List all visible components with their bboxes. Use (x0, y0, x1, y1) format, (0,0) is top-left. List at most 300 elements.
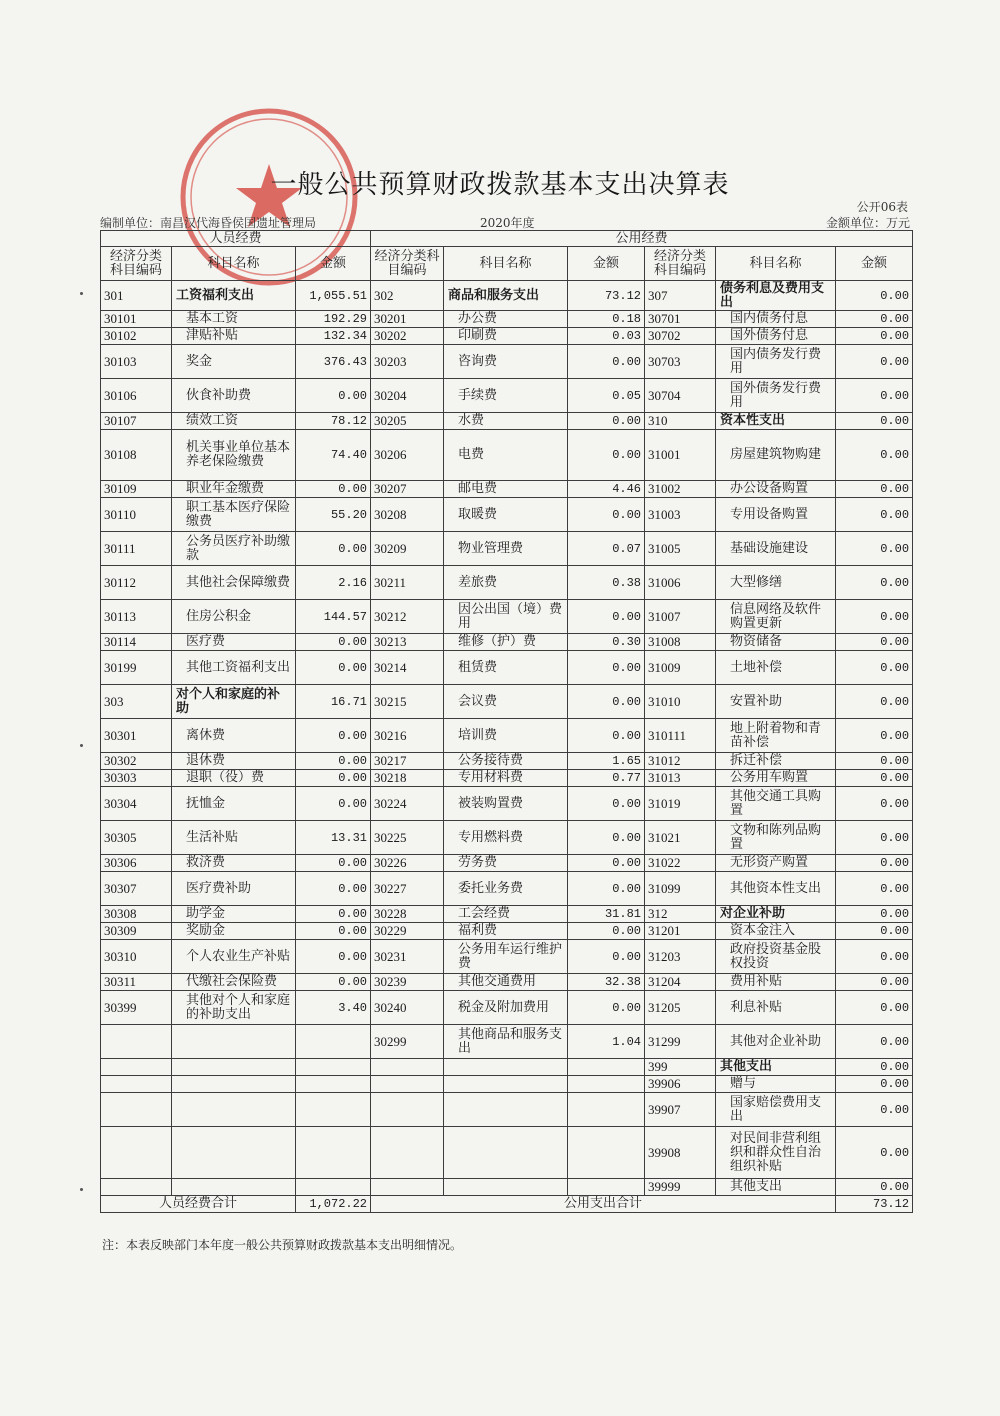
code-cell: 31006 (645, 566, 716, 600)
code-cell: 30302 (101, 753, 172, 770)
amount-cell: 73.12 (568, 281, 645, 311)
amount-cell: 0.00 (836, 1059, 913, 1076)
code-cell (371, 1076, 444, 1093)
amount-cell: 192.29 (296, 311, 371, 328)
table-row (101, 770, 913, 787)
name-cell: 其他商品和服务支出 (444, 1025, 568, 1059)
code-cell: 31013 (645, 770, 716, 787)
name-cell: 土地补偿 (716, 651, 836, 685)
amount-cell: 0.00 (836, 770, 913, 787)
code-cell: 30301 (101, 719, 172, 753)
table-row (101, 1179, 913, 1196)
code-cell: 30309 (101, 923, 172, 940)
amount-cell: 0.00 (836, 481, 913, 498)
name-cell: 公务接待费 (444, 753, 568, 770)
code-cell: 30299 (371, 1025, 444, 1059)
code-cell (101, 1093, 172, 1127)
code-cell: 31007 (645, 600, 716, 634)
name-cell: 政府投资基金股权投资 (716, 940, 836, 974)
name-cell: 救济费 (172, 855, 296, 872)
code-cell: 31003 (645, 498, 716, 532)
name-cell: 房屋建筑物购建 (716, 430, 836, 481)
name-cell: 国内债务付息 (716, 311, 836, 328)
code-cell: 30110 (101, 498, 172, 532)
name-cell: 培训费 (444, 719, 568, 753)
name-cell (444, 1093, 568, 1127)
name-cell: 专用材料费 (444, 770, 568, 787)
amount-cell: 0.00 (836, 940, 913, 974)
amount-cell: 0.00 (568, 430, 645, 481)
amount-cell: 0.00 (836, 532, 913, 566)
code-cell: 30209 (371, 532, 444, 566)
code-cell: 30111 (101, 532, 172, 566)
public-group-header: 公用经费 (371, 231, 913, 247)
amount-cell: 0.00 (568, 685, 645, 719)
code-cell: 30212 (371, 600, 444, 634)
table-row (101, 855, 913, 872)
code-cell: 30227 (371, 872, 444, 906)
amount-cell: 0.00 (836, 634, 913, 651)
name-cell: 办公设备购置 (716, 481, 836, 498)
group-header-row (101, 231, 913, 247)
code-cell: 30303 (101, 770, 172, 787)
table-row (101, 481, 913, 498)
amount-cell: 0.00 (836, 906, 913, 923)
code-col-header: 经济分类科目编码 (101, 247, 172, 281)
code-cell: 30399 (101, 991, 172, 1025)
name-cell: 取暖费 (444, 498, 568, 532)
name-cell: 因公出国（境）费用 (444, 600, 568, 634)
amount-cell: 0.00 (836, 787, 913, 821)
amount-cell: 0.00 (836, 855, 913, 872)
amount-col-header: 金额 (296, 247, 371, 281)
public-total-value: 73.12 (836, 1196, 913, 1213)
name-cell: 被装购置费 (444, 787, 568, 821)
scan-mark (80, 744, 83, 747)
name-cell: 地上附着物和青苗补偿 (716, 719, 836, 753)
name-cell: 职业年金缴费 (172, 481, 296, 498)
amount-cell: 1,055.51 (296, 281, 371, 311)
amount-cell: 0.03 (568, 328, 645, 345)
amount-cell: 0.05 (568, 379, 645, 413)
name-col-header: 科目名称 (444, 247, 568, 281)
amount-cell: 78.12 (296, 413, 371, 430)
name-col-header: 科目名称 (716, 247, 836, 281)
code-cell: 307 (645, 281, 716, 311)
table-row (101, 974, 913, 991)
amount-cell: 0.00 (568, 719, 645, 753)
name-cell: 拆迁补偿 (716, 753, 836, 770)
code-cell: 30231 (371, 940, 444, 974)
code-cell: 30307 (101, 872, 172, 906)
amount-cell: 0.00 (568, 872, 645, 906)
name-cell: 差旅费 (444, 566, 568, 600)
name-cell (444, 1179, 568, 1196)
code-cell: 30199 (101, 651, 172, 685)
amount-cell: 0.00 (568, 940, 645, 974)
code-cell (101, 1127, 172, 1179)
code-cell: 30224 (371, 787, 444, 821)
name-cell: 信息网络及软件购置更新 (716, 600, 836, 634)
code-cell: 30202 (371, 328, 444, 345)
personnel-group-header: 人员经费 (101, 231, 371, 247)
code-cell: 30206 (371, 430, 444, 481)
name-cell: 国内债务发行费用 (716, 345, 836, 379)
code-cell: 30311 (101, 974, 172, 991)
amount-cell: 0.00 (296, 974, 371, 991)
amount-cell: 0.00 (836, 1179, 913, 1196)
amount-cell: 0.77 (568, 770, 645, 787)
page-title: 一般公共预算财政拨款基本支出决算表 (270, 170, 730, 200)
table-row (101, 498, 913, 532)
amount-cell: 31.81 (568, 906, 645, 923)
code-cell: 30108 (101, 430, 172, 481)
name-cell: 工资福利支出 (172, 281, 296, 311)
amount-cell: 0.00 (836, 328, 913, 345)
amount-cell: 0.00 (296, 855, 371, 872)
table-row (101, 651, 913, 685)
amount-cell (296, 1179, 371, 1196)
code-cell: 30113 (101, 600, 172, 634)
amount-cell: 0.38 (568, 566, 645, 600)
name-cell: 水费 (444, 413, 568, 430)
amount-cell: 2.16 (296, 566, 371, 600)
code-cell: 39999 (645, 1179, 716, 1196)
amount-cell (568, 1076, 645, 1093)
table-row (101, 566, 913, 600)
amount-cell (568, 1093, 645, 1127)
name-cell (172, 1127, 296, 1179)
code-cell: 310 (645, 413, 716, 430)
code-cell: 30204 (371, 379, 444, 413)
code-cell: 30216 (371, 719, 444, 753)
code-cell: 30225 (371, 821, 444, 855)
amount-cell: 0.00 (836, 413, 913, 430)
code-cell: 31012 (645, 753, 716, 770)
table-row (101, 1076, 913, 1093)
code-cell: 30306 (101, 855, 172, 872)
meta-row (100, 214, 910, 230)
code-cell (101, 1025, 172, 1059)
name-cell: 利息补贴 (716, 991, 836, 1025)
amount-cell: 0.00 (568, 600, 645, 634)
amount-cell: 0.00 (836, 1127, 913, 1179)
code-cell: 30702 (645, 328, 716, 345)
amount-col-header: 金额 (568, 247, 645, 281)
code-cell: 30218 (371, 770, 444, 787)
code-cell: 39907 (645, 1093, 716, 1127)
personnel-total-label: 人员经费合计 (101, 1196, 296, 1213)
name-cell: 奖励金 (172, 923, 296, 940)
amount-cell: 132.34 (296, 328, 371, 345)
amount-col-header: 金额 (836, 247, 913, 281)
code-cell: 30205 (371, 413, 444, 430)
name-cell (172, 1179, 296, 1196)
amount-cell: 0.00 (296, 906, 371, 923)
code-cell: 31008 (645, 634, 716, 651)
amount-cell: 0.00 (296, 923, 371, 940)
amount-cell: 0.00 (836, 685, 913, 719)
code-cell: 30211 (371, 566, 444, 600)
amount-cell: 4.46 (568, 481, 645, 498)
table-row (101, 821, 913, 855)
name-cell: 生活补贴 (172, 821, 296, 855)
name-cell: 奖金 (172, 345, 296, 379)
code-cell: 31009 (645, 651, 716, 685)
table-row (101, 1127, 913, 1179)
code-cell: 301 (101, 281, 172, 311)
amount-cell: 0.00 (568, 498, 645, 532)
name-cell (172, 1025, 296, 1059)
name-cell: 住房公积金 (172, 600, 296, 634)
name-cell (172, 1059, 296, 1076)
code-col-header: 经济分类科目编码 (645, 247, 716, 281)
code-cell: 31099 (645, 872, 716, 906)
amount-cell: 0.00 (836, 430, 913, 481)
amount-cell: 0.07 (568, 532, 645, 566)
code-cell (101, 1076, 172, 1093)
code-cell: 30201 (371, 311, 444, 328)
name-cell: 印刷费 (444, 328, 568, 345)
amount-cell: 0.00 (836, 974, 913, 991)
totals-row (101, 1196, 913, 1213)
name-cell: 物业管理费 (444, 532, 568, 566)
code-cell: 30226 (371, 855, 444, 872)
amount-cell: 0.00 (296, 770, 371, 787)
expenditure-table (100, 230, 913, 1213)
amount-cell: 0.00 (296, 787, 371, 821)
amount-cell: 0.00 (568, 923, 645, 940)
code-cell: 30228 (371, 906, 444, 923)
expenditure-table-wrap (100, 230, 912, 1213)
name-cell: 赠与 (716, 1076, 836, 1093)
amount-cell: 55.20 (296, 498, 371, 532)
table-row (101, 532, 913, 566)
name-cell: 资本性支出 (716, 413, 836, 430)
name-cell: 对企业补助 (716, 906, 836, 923)
table-row (101, 281, 913, 311)
table-row (101, 719, 913, 753)
amount-cell: 0.00 (568, 991, 645, 1025)
code-cell: 31205 (645, 991, 716, 1025)
amount-cell (296, 1059, 371, 1076)
table-row (101, 345, 913, 379)
amount-cell: 0.00 (836, 1076, 913, 1093)
code-cell (371, 1127, 444, 1179)
table-row (101, 991, 913, 1025)
name-cell: 其他对个人和家庭的补助支出 (172, 991, 296, 1025)
code-cell: 30208 (371, 498, 444, 532)
code-cell: 31201 (645, 923, 716, 940)
name-cell: 退职（役）费 (172, 770, 296, 787)
code-cell: 31203 (645, 940, 716, 974)
amount-cell: 0.00 (568, 855, 645, 872)
name-cell (444, 1127, 568, 1179)
name-cell: 退休费 (172, 753, 296, 770)
scan-mark (80, 292, 83, 295)
personnel-total-value: 1,072.22 (296, 1196, 371, 1213)
code-cell (101, 1059, 172, 1076)
code-cell: 30114 (101, 634, 172, 651)
name-cell: 安置补助 (716, 685, 836, 719)
name-cell: 其他交通工具购置 (716, 787, 836, 821)
amount-cell: 0.00 (836, 1093, 913, 1127)
name-cell: 咨询费 (444, 345, 568, 379)
name-cell: 工会经费 (444, 906, 568, 923)
name-cell: 其他支出 (716, 1059, 836, 1076)
code-cell: 30103 (101, 345, 172, 379)
name-cell: 国家赔偿费用支出 (716, 1093, 836, 1127)
name-cell: 国外债务发行费用 (716, 379, 836, 413)
code-cell: 302 (371, 281, 444, 311)
amount-cell (296, 1076, 371, 1093)
name-cell: 物资储备 (716, 634, 836, 651)
code-cell: 31021 (645, 821, 716, 855)
code-cell: 30107 (101, 413, 172, 430)
code-cell: 31010 (645, 685, 716, 719)
amount-cell (568, 1059, 645, 1076)
code-cell: 303 (101, 685, 172, 719)
code-cell: 399 (645, 1059, 716, 1076)
table-row (101, 940, 913, 974)
amount-cell: 0.00 (836, 991, 913, 1025)
name-cell: 大型修缮 (716, 566, 836, 600)
code-cell: 30701 (645, 311, 716, 328)
code-cell: 312 (645, 906, 716, 923)
unit-name: 编制单位：南昌汉代海昏侯国遗址管理局 (100, 216, 317, 230)
amount-cell: 144.57 (296, 600, 371, 634)
amount-cell: 3.40 (296, 991, 371, 1025)
amount-cell: 0.00 (296, 481, 371, 498)
name-cell: 其他社会保障缴费 (172, 566, 296, 600)
amount-cell: 0.00 (836, 872, 913, 906)
code-cell: 30106 (101, 379, 172, 413)
amount-cell: 13.31 (296, 821, 371, 855)
table-row (101, 413, 913, 430)
amount-cell: 1.04 (568, 1025, 645, 1059)
amount-cell: 0.00 (836, 821, 913, 855)
name-cell: 邮电费 (444, 481, 568, 498)
amount-cell (296, 1093, 371, 1127)
amount-cell: 0.00 (836, 281, 913, 311)
code-cell: 30305 (101, 821, 172, 855)
name-cell: 代缴社会保险费 (172, 974, 296, 991)
name-cell: 手续费 (444, 379, 568, 413)
name-cell: 无形资产购置 (716, 855, 836, 872)
code-cell: 31204 (645, 974, 716, 991)
amount-cell (296, 1025, 371, 1059)
name-cell: 委托业务费 (444, 872, 568, 906)
code-cell (371, 1179, 444, 1196)
name-cell: 费用补贴 (716, 974, 836, 991)
amount-cell: 376.43 (296, 345, 371, 379)
name-cell: 专用燃料费 (444, 821, 568, 855)
name-cell: 租赁费 (444, 651, 568, 685)
code-cell: 30215 (371, 685, 444, 719)
name-cell: 公务用车运行维护费 (444, 940, 568, 974)
name-cell: 资本金注入 (716, 923, 836, 940)
name-cell: 电费 (444, 430, 568, 481)
code-cell: 30203 (371, 345, 444, 379)
amount-cell: 1.65 (568, 753, 645, 770)
code-cell: 31005 (645, 532, 716, 566)
code-cell: 30112 (101, 566, 172, 600)
name-cell: 其他支出 (716, 1179, 836, 1196)
code-cell: 30213 (371, 634, 444, 651)
amount-cell: 0.00 (836, 311, 913, 328)
code-cell: 31299 (645, 1025, 716, 1059)
amount-cell: 0.00 (296, 753, 371, 770)
amount-cell (568, 1179, 645, 1196)
amount-cell: 16.71 (296, 685, 371, 719)
amount-cell: 0.30 (568, 634, 645, 651)
table-row (101, 872, 913, 906)
table-row (101, 906, 913, 923)
amount-cell: 0.00 (296, 379, 371, 413)
amount-cell: 0.00 (296, 634, 371, 651)
column-header-row (101, 247, 913, 281)
amount-cell: 0.00 (836, 379, 913, 413)
amount-cell (296, 1127, 371, 1179)
name-cell: 其他交通费用 (444, 974, 568, 991)
code-cell: 31022 (645, 855, 716, 872)
code-cell: 30704 (645, 379, 716, 413)
name-cell: 办公费 (444, 311, 568, 328)
scan-mark (80, 1188, 83, 1191)
code-cell: 310111 (645, 719, 716, 753)
amount-cell: 0.00 (836, 923, 913, 940)
amount-cell: 0.18 (568, 311, 645, 328)
name-cell: 医疗费补助 (172, 872, 296, 906)
code-cell: 30102 (101, 328, 172, 345)
name-cell: 助学金 (172, 906, 296, 923)
name-cell: 商品和服务支出 (444, 281, 568, 311)
name-cell: 文物和陈列品购置 (716, 821, 836, 855)
code-cell: 30239 (371, 974, 444, 991)
amount-cell: 0.00 (296, 532, 371, 566)
name-cell: 债务利息及费用支出 (716, 281, 836, 311)
table-row (101, 753, 913, 770)
table-row (101, 328, 913, 345)
code-cell: 30207 (371, 481, 444, 498)
table-row (101, 379, 913, 413)
table-body (101, 281, 913, 1196)
form-code: 公开06表 (856, 200, 908, 214)
name-cell: 其他工资福利支出 (172, 651, 296, 685)
amount-cell: 0.00 (836, 719, 913, 753)
table-row (101, 311, 913, 328)
name-cell: 劳务费 (444, 855, 568, 872)
name-cell (444, 1059, 568, 1076)
name-col-header: 科目名称 (172, 247, 296, 281)
amount-cell: 0.00 (568, 345, 645, 379)
code-cell: 30308 (101, 906, 172, 923)
name-cell: 公务用车购置 (716, 770, 836, 787)
code-cell: 30101 (101, 311, 172, 328)
table-row (101, 600, 913, 634)
name-cell: 维修（护）费 (444, 634, 568, 651)
code-cell: 39908 (645, 1127, 716, 1179)
public-total-label: 公用支出合计 (371, 1196, 836, 1213)
name-cell: 专用设备购置 (716, 498, 836, 532)
amount-cell: 32.38 (568, 974, 645, 991)
name-cell: 基本工资 (172, 311, 296, 328)
amount-cell: 0.00 (836, 1025, 913, 1059)
code-cell: 30240 (371, 991, 444, 1025)
name-cell: 对民间非营利组织和群众性自治组织补贴 (716, 1127, 836, 1179)
amount-cell: 0.00 (836, 345, 913, 379)
code-cell: 30229 (371, 923, 444, 940)
